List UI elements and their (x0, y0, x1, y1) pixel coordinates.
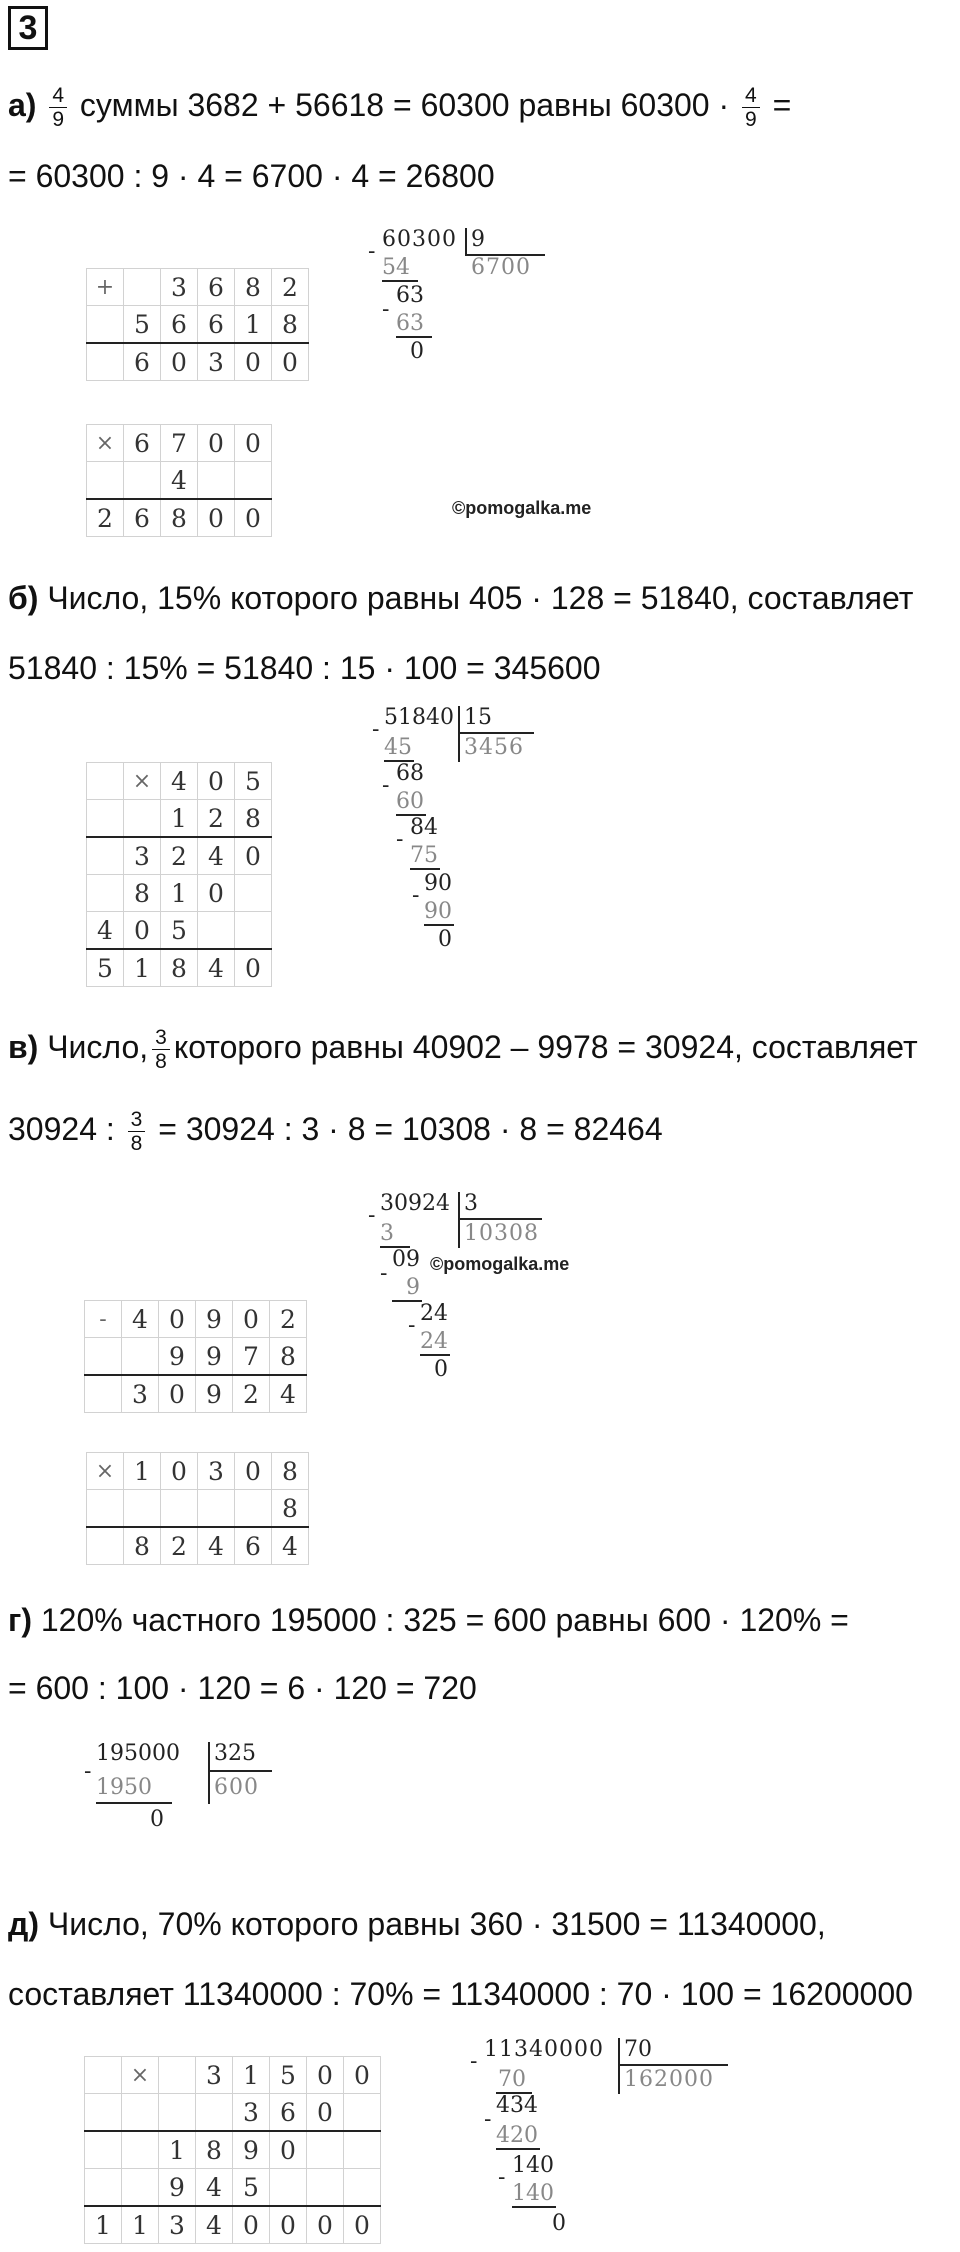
step: 75 (410, 843, 438, 868)
dividend: 195000 (96, 1741, 180, 1766)
digit-cell: 0 (307, 2057, 344, 2094)
digit-cell: 8 (161, 949, 198, 987)
digit-cell (87, 343, 124, 381)
digit-cell: 1 (124, 949, 161, 987)
minus-sign: - (396, 827, 404, 852)
part-g-label: г) (8, 1602, 32, 1638)
digit-cell: 3 (124, 837, 161, 875)
subtraction-table (84, 1300, 307, 1413)
quotient: 6700 (471, 255, 531, 280)
table-row (87, 462, 272, 500)
table-row (85, 2131, 381, 2169)
digit-cell (122, 2094, 159, 2132)
digit-cell: 7 (161, 425, 198, 462)
digit-cell (235, 462, 272, 500)
digit-cell: 9 (159, 1338, 196, 1376)
digit-cell: 5 (161, 912, 198, 950)
digit-cell: 4 (272, 1527, 309, 1565)
digit-cell (124, 1490, 161, 1528)
table-row (85, 2057, 381, 2094)
digit-cell: 1 (235, 306, 272, 344)
part-v-text-end: = 30924 : 3 · 8 = 10308 · 8 = 82464 (158, 1110, 663, 1147)
digit-cell: 6 (124, 343, 161, 381)
digit-cell (198, 912, 235, 950)
step: 1950 (96, 1775, 152, 1800)
divisor: 9 (471, 227, 485, 252)
digit-cell: 4 (198, 1527, 235, 1565)
fraction-4-9-second (742, 84, 760, 131)
multiplication-table-v (86, 1452, 309, 1565)
digit-cell: 0 (161, 343, 198, 381)
digit-cell: 1 (85, 2206, 122, 2244)
digit-cell: 8 (272, 1453, 309, 1490)
minus-sign: - (368, 1203, 376, 1228)
digit-cell (122, 1338, 159, 1376)
table-row (85, 2169, 381, 2207)
digit-cell (85, 1338, 122, 1376)
digit-cell: 9 (196, 1375, 233, 1413)
divider-vertical (618, 2038, 620, 2094)
digit-cell (161, 1490, 198, 1528)
digit-cell (196, 2094, 233, 2132)
step: 63 (396, 311, 424, 336)
digit-cell: 6 (124, 425, 161, 462)
frac-numerator: 4 (49, 84, 67, 108)
digit-cell: 0 (270, 2131, 307, 2169)
fraction-4-9 (49, 84, 67, 131)
digit-cell (344, 2094, 381, 2132)
step: 0 (150, 1807, 164, 1832)
minus-sign: - (380, 1261, 388, 1286)
part-a-line2: = 60300 : 9 · 4 = 6700 · 4 = 26800 (8, 158, 495, 194)
table-row (87, 875, 272, 912)
dividend: 51840 (384, 705, 454, 730)
digit-cell: 5 (124, 306, 161, 344)
frac-numerator: 3 (128, 1108, 146, 1132)
table-row (85, 1338, 307, 1376)
table-row (87, 837, 272, 875)
step: 45 (384, 735, 412, 760)
digit-cell: 2 (161, 837, 198, 875)
frac-denominator: 8 (155, 1050, 167, 1073)
part-d-label: д) (8, 1906, 39, 1942)
digit-cell: 6 (270, 2094, 307, 2132)
digit-cell (87, 1527, 124, 1565)
digit-cell (124, 269, 161, 306)
digit-cell: 0 (235, 499, 272, 537)
digit-cell: 0 (233, 1301, 270, 1338)
step: 60 (396, 789, 424, 814)
multiplication-table-a (86, 424, 272, 537)
digit-cell: 6 (198, 306, 235, 344)
table-row (87, 306, 309, 344)
table-row (87, 425, 272, 462)
minus-sign: - (382, 297, 390, 322)
digit-cell (87, 462, 124, 500)
digit-cell: 4 (161, 763, 198, 800)
digit-cell: 6 (198, 269, 235, 306)
part-a-line1 (8, 84, 791, 131)
digit-cell: 4 (196, 2206, 233, 2244)
digit-cell (307, 2131, 344, 2169)
digit-cell: 2 (270, 1301, 307, 1338)
digit-cell (85, 2057, 122, 2094)
minus-sign: - (498, 2165, 506, 2190)
digit-cell: 0 (235, 425, 272, 462)
digit-cell: 4 (87, 912, 124, 950)
multiplication-table-b (86, 762, 272, 987)
step-line (396, 336, 432, 338)
digit-cell: 2 (198, 800, 235, 838)
part-d-line2: составляет 11340000 : 70% = 11340000 : 70 · 100 = 16200000 (8, 1976, 913, 2012)
table-row (87, 763, 272, 800)
minus-sign: - (84, 1759, 92, 1784)
digit-cell (235, 912, 272, 950)
minus-sign: - (484, 2107, 492, 2132)
table-row (85, 1375, 307, 1413)
part-b-label: б) (8, 580, 39, 616)
digit-cell: 0 (235, 343, 272, 381)
step: 0 (434, 1357, 448, 1382)
digit-cell: 0 (235, 1453, 272, 1490)
digit-cell: 4 (196, 2169, 233, 2207)
part-g-line1 (8, 1600, 849, 1640)
step-line (96, 1802, 172, 1804)
part-a-text: суммы 3682 + 56618 = 60300 равны 60300 · (79, 86, 730, 123)
step-line (382, 280, 418, 282)
digit-cell: 5 (87, 949, 124, 987)
table-row (87, 343, 309, 381)
watermark: ©pomogalka.me (430, 1254, 570, 1274)
addition-table (86, 268, 309, 381)
divisor: 15 (464, 705, 492, 730)
digit-cell: 3 (196, 2057, 233, 2094)
digit-cell: 5 (270, 2057, 307, 2094)
divider-vertical (458, 1192, 460, 1248)
minus-sign: - (382, 773, 390, 798)
step: 0 (410, 339, 424, 364)
digit-cell: 9 (196, 1301, 233, 1338)
task-number-badge: 3 (8, 6, 48, 50)
step: 140 (512, 2153, 554, 2178)
digit-cell: 5 (235, 763, 272, 800)
digit-cell: 3 (198, 343, 235, 381)
digit-cell: 0 (198, 499, 235, 537)
digit-cell: 0 (307, 2206, 344, 2244)
step-line (420, 1354, 450, 1356)
digit-cell: 8 (235, 800, 272, 838)
minus-sign: - (412, 883, 420, 908)
step: 9 (406, 1275, 420, 1300)
quotient: 600 (214, 1775, 259, 1800)
digit-cell: 8 (272, 306, 309, 344)
frac-denominator: 9 (745, 108, 757, 131)
divider-vertical (458, 706, 460, 762)
digit-cell: 0 (233, 2206, 270, 2244)
table-row (87, 1527, 309, 1565)
dividend: 60300 (382, 227, 457, 252)
digit-cell: 8 (124, 875, 161, 912)
step: 90 (424, 871, 452, 896)
table-row (87, 499, 272, 537)
times-sign: × (122, 2057, 159, 2094)
table-row (87, 1490, 309, 1528)
frac-numerator: 3 (152, 1026, 170, 1050)
digit-cell: 8 (235, 269, 272, 306)
step-line (410, 868, 440, 870)
step: 63 (396, 283, 424, 308)
step: 0 (552, 2211, 566, 2236)
digit-cell: 0 (124, 912, 161, 950)
digit-cell: 2 (272, 269, 309, 306)
digit-cell: 0 (344, 2057, 381, 2094)
multiplication-table-d (84, 2056, 381, 2244)
table-row (85, 1301, 307, 1338)
step-line (496, 2148, 540, 2150)
digit-cell: 0 (159, 1301, 196, 1338)
part-v-text-end: которого равны 40902 – 9978 = 30924, составляет (173, 1028, 918, 1065)
table-row (87, 269, 309, 306)
digit-cell: 0 (161, 1453, 198, 1490)
divider-vertical (465, 228, 467, 254)
digit-cell: 1 (161, 800, 198, 838)
digit-cell: 3 (122, 1375, 159, 1413)
digit-cell: 4 (122, 1301, 159, 1338)
step: 68 (396, 761, 424, 786)
table-row (85, 2094, 381, 2132)
step: 90 (424, 899, 452, 924)
digit-cell (344, 2131, 381, 2169)
digit-cell: 4 (270, 1375, 307, 1413)
part-v-text-start: 30924 : (8, 1110, 115, 1147)
digit-cell: 0 (198, 875, 235, 912)
digit-cell (159, 2094, 196, 2132)
times-sign: × (124, 763, 161, 800)
step: 3 (380, 1221, 394, 1246)
digit-cell: 4 (198, 949, 235, 987)
divisor: 3 (464, 1191, 478, 1216)
digit-cell: 3 (161, 269, 198, 306)
long-division-v (368, 1192, 568, 1422)
times-sign: × (87, 1453, 124, 1490)
digit-cell: 3 (159, 2206, 196, 2244)
digit-cell (87, 837, 124, 875)
table-row (85, 2206, 381, 2244)
long-division-g (84, 1742, 304, 1852)
part-g-line2: = 600 : 100 · 120 = 6 · 120 = 720 (8, 1670, 477, 1706)
frac-denominator: 9 (52, 108, 65, 131)
digit-cell: 8 (196, 2131, 233, 2169)
minus-sign: - (368, 239, 376, 264)
digit-cell (85, 2169, 122, 2207)
table-row (87, 949, 272, 987)
step: 84 (410, 815, 438, 840)
part-g-text: 120% частного 195000 : 325 = 600 равны 600 · 120% = (40, 1602, 849, 1638)
quotient: 10308 (464, 1221, 539, 1246)
digit-cell: 0 (159, 1375, 196, 1413)
step: 420 (496, 2123, 538, 2148)
digit-cell (198, 462, 235, 500)
digit-cell: 6 (161, 306, 198, 344)
digit-cell (87, 800, 124, 838)
digit-cell (124, 462, 161, 500)
digit-cell: 8 (124, 1527, 161, 1565)
digit-cell: 0 (198, 763, 235, 800)
digit-cell: 1 (122, 2206, 159, 2244)
digit-cell: 2 (233, 1375, 270, 1413)
part-v-text-start: Число, (47, 1028, 149, 1065)
times-sign: × (87, 425, 124, 462)
table-row (87, 800, 272, 838)
digit-cell: 5 (233, 2169, 270, 2207)
part-v-line1 (8, 1026, 918, 1073)
digit-cell (307, 2169, 344, 2207)
divider-horizontal (458, 732, 534, 734)
step-line (392, 1300, 422, 1302)
part-a-label: а) (8, 86, 37, 123)
digit-cell (85, 1375, 122, 1413)
digit-cell: 9 (196, 1338, 233, 1376)
quotient: 162000 (624, 2067, 714, 2092)
divider-horizontal (618, 2064, 728, 2066)
digit-cell: 2 (87, 499, 124, 537)
digit-cell: 4 (198, 837, 235, 875)
digit-cell: 8 (272, 1490, 309, 1528)
digit-cell: 3 (233, 2094, 270, 2132)
frac-denominator: 8 (130, 1132, 143, 1155)
minus-sign: - (372, 717, 380, 742)
digit-cell: 9 (233, 2131, 270, 2169)
step: 434 (496, 2093, 538, 2118)
minus-sign-cell: - (85, 1301, 122, 1338)
divider-horizontal (208, 1770, 272, 1772)
fraction-3-8-second (128, 1108, 146, 1155)
digit-cell: 4 (161, 462, 198, 500)
watermark: ©pomogalka.me (452, 498, 592, 518)
digit-cell: 7 (233, 1338, 270, 1376)
step: 140 (512, 2181, 554, 2206)
digit-cell (122, 2169, 159, 2207)
digit-cell: 0 (235, 949, 272, 987)
long-division-d (470, 2038, 740, 2248)
dividend: 11340000 (484, 2037, 604, 2062)
digit-cell: 9 (159, 2169, 196, 2207)
plus-sign: + (87, 269, 124, 306)
digit-cell (85, 2094, 122, 2132)
digit-cell: 6 (124, 499, 161, 537)
step: 54 (382, 255, 410, 280)
step-line (512, 2206, 556, 2208)
digit-cell (87, 763, 124, 800)
part-b-line1 (8, 578, 913, 618)
digit-cell: 1 (161, 875, 198, 912)
digit-cell (87, 875, 124, 912)
digit-cell: 6 (235, 1527, 272, 1565)
part-b-line2: 51840 : 15% = 51840 : 15 · 100 = 345600 (8, 650, 601, 686)
digit-cell: 1 (233, 2057, 270, 2094)
fraction-3-8 (152, 1026, 170, 1073)
step: 70 (498, 2067, 526, 2092)
part-d-line1 (8, 1904, 826, 1944)
divisor: 325 (214, 1741, 256, 1766)
digit-cell: 0 (307, 2094, 344, 2132)
digit-cell: 0 (272, 343, 309, 381)
digit-cell (198, 1490, 235, 1528)
digit-cell: 2 (161, 1527, 198, 1565)
step: 0 (438, 927, 452, 952)
digit-cell (87, 1490, 124, 1528)
digit-cell: 1 (124, 1453, 161, 1490)
digit-cell (270, 2169, 307, 2207)
divider-vertical (208, 1742, 210, 1804)
digit-cell: 8 (161, 499, 198, 537)
divisor: 70 (624, 2037, 652, 2062)
part-v-line2 (8, 1108, 663, 1155)
digit-cell: 0 (344, 2206, 381, 2244)
table-row (87, 912, 272, 950)
part-b-text: Число, 15% которого равны 405 · 128 = 51840, составляет (47, 580, 914, 616)
digit-cell (235, 1490, 272, 1528)
step-line (424, 924, 454, 926)
digit-cell (159, 2057, 196, 2094)
table-row (87, 1453, 309, 1490)
long-division-b (372, 706, 552, 986)
digit-cell (87, 306, 124, 344)
part-d-text: Число, 70% которого равны 360 · 31500 = 11340000, (47, 1906, 826, 1942)
frac-numerator: 4 (742, 84, 760, 108)
minus-sign: - (408, 1313, 416, 1338)
digit-cell: 0 (235, 837, 272, 875)
digit-cell: 0 (198, 425, 235, 462)
digit-cell (124, 800, 161, 838)
part-v-label: в) (8, 1028, 39, 1065)
digit-cell: 8 (270, 1338, 307, 1376)
step: 24 (420, 1329, 448, 1354)
step: 24 (420, 1301, 448, 1326)
dividend: 30924 (380, 1191, 450, 1216)
quotient: 3456 (464, 735, 524, 760)
digit-cell (344, 2169, 381, 2207)
minus-sign: - (470, 2049, 478, 2074)
digit-cell (235, 875, 272, 912)
long-division-a (368, 228, 548, 388)
part-a-equals: = (772, 86, 792, 123)
step: 09 (392, 1247, 420, 1272)
divider-horizontal (458, 1218, 542, 1220)
digit-cell: 3 (198, 1453, 235, 1490)
digit-cell (122, 2131, 159, 2169)
digit-cell: 1 (159, 2131, 196, 2169)
digit-cell (85, 2131, 122, 2169)
digit-cell: 0 (270, 2206, 307, 2244)
